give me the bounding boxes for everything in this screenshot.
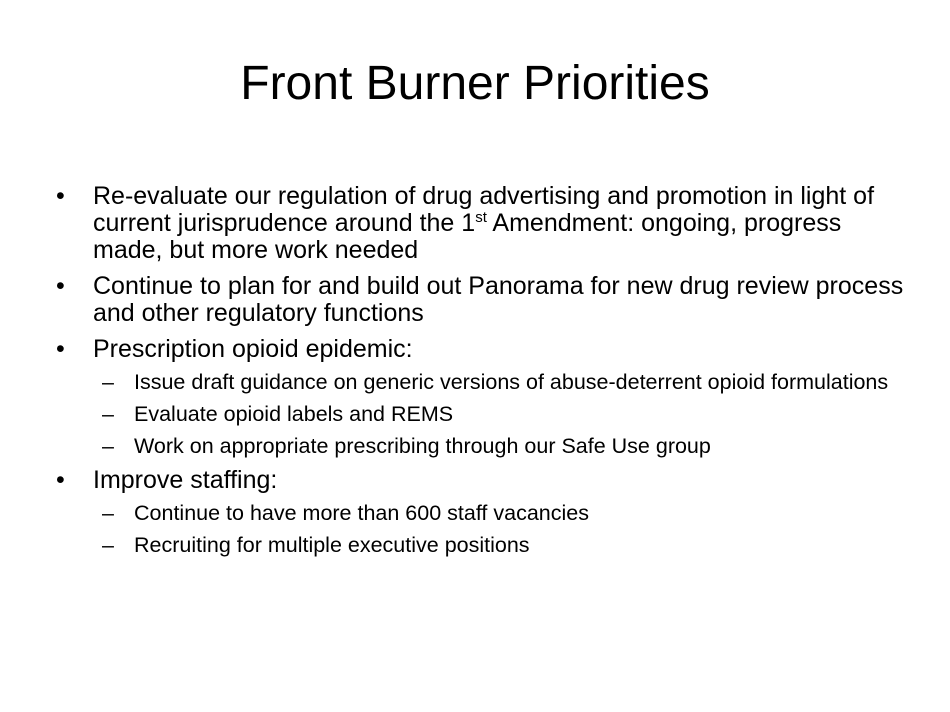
sub-item: [54, 370, 914, 395]
sub-item-text: Evaluate opioid labels and REMS: [134, 402, 454, 426]
sub-item: [54, 501, 914, 526]
bullet-list: [54, 183, 914, 566]
sub-item: [54, 533, 914, 558]
sub-list-opioid: [54, 370, 914, 459]
dash-marker: –: [102, 370, 114, 394]
slide-title: Front Burner Priorities: [240, 57, 710, 110]
bullet-item-advertising: [54, 183, 914, 264]
sub-item-text: Work on appropriate prescribing through our Safe Use group: [134, 434, 711, 458]
bullet-text: Improve staffing:: [93, 466, 278, 494]
bullet-text-part: Amendment: ongoing, progress made, but more work needed: [93, 209, 842, 264]
sub-item-text: Issue draft guidance on generic versions of abuse-deterrent opioid formulations: [134, 370, 889, 394]
bullet-item-panorama: [54, 273, 914, 327]
bullet-item-opioid: [54, 336, 914, 363]
bullet-text-part: Re-evaluate our regulation of drug advertising and promotion in light of current jurisprudence around the 1: [93, 182, 875, 237]
sub-item-text: Recruiting for multiple executive positions: [134, 533, 530, 557]
bullet-marker: •: [56, 335, 65, 363]
sub-item: [54, 434, 914, 459]
bullet-item-staffing: [54, 467, 914, 494]
bullet-text: Prescription opioid epidemic:: [93, 335, 413, 363]
dash-marker: –: [102, 501, 114, 525]
sub-list-staffing: [54, 501, 914, 558]
bullet-text: [93, 183, 914, 264]
sub-item-text: Continue to have more than 600 staff vacancies: [134, 501, 589, 525]
bullet-marker: •: [56, 466, 65, 494]
bullet-marker: •: [56, 272, 65, 300]
sub-item: [54, 402, 914, 427]
ordinal-superscript: st: [475, 209, 487, 226]
bullet-text: Continue to plan for and build out Panorama for new drug review process and other regulatory functions: [93, 272, 904, 327]
bullet-marker: •: [56, 182, 65, 210]
dash-marker: –: [102, 402, 114, 426]
dash-marker: –: [102, 533, 114, 557]
dash-marker: –: [102, 434, 114, 458]
